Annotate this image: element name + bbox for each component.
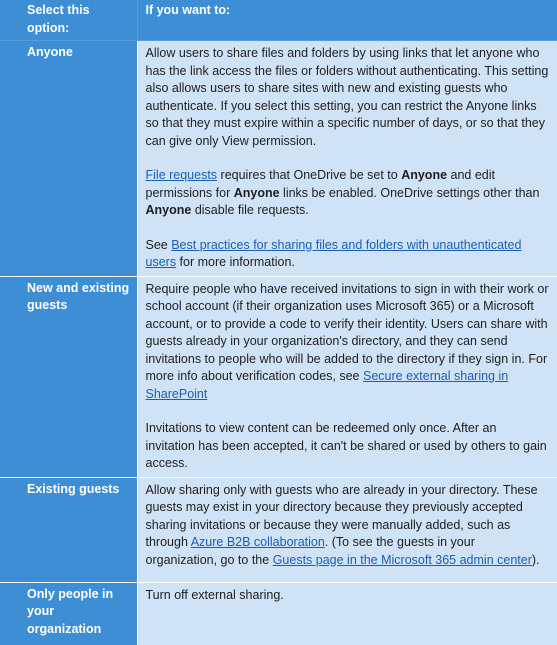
- option-only-org: Only people in your organization: [0, 582, 137, 645]
- existing-guests-paragraph: [146, 482, 550, 570]
- text-span: Require people who have received invitations to sign in with their work or school account (if their organization uses Microsoft 365) or a Microsoft account, or to provide a code to verify their identity. Users can share with guests already in your organization's directory, and they can send invitations to people who will be added to the directory if they sign in. For more info about verification codes, see: [145, 281, 549, 383]
- file-requests-link[interactable]: File requests: [145, 168, 218, 182]
- text-span: for more information.: [176, 255, 295, 269]
- best-practices-link[interactable]: Best practices for sharing files and folders with unauthenticated users: [145, 237, 522, 269]
- text-span: Allow sharing only with guests who are already in your directory. These guests may exist in your directory because they previously accepted sharing invitations or because they were manually added, such as through: [145, 482, 538, 549]
- bold-anyone: Anyone: [233, 185, 280, 200]
- option-anyone: Anyone: [0, 41, 137, 277]
- new-guests-paragraph-2: Invitations to view content can be redeemed only once. After an invitation has been accepted, it can't be shared or used by others to gain access.: [145, 421, 547, 470]
- header-select-option: Select this option:: [0, 0, 137, 41]
- only-org-paragraph: Turn off external sharing.: [145, 587, 284, 602]
- description-only-org: [137, 582, 557, 645]
- bold-anyone: Anyone: [145, 203, 192, 217]
- text-span: ).: [531, 552, 540, 567]
- table-row-existing-guests: [0, 477, 557, 582]
- text-span: . (To see the guests in your organization, go to the: [145, 535, 475, 567]
- secure-external-sharing-link[interactable]: Secure external sharing in SharePoint: [145, 369, 509, 401]
- bold-anyone: Anyone: [401, 168, 448, 182]
- description-existing-guests: [137, 477, 557, 582]
- text-span: See: [145, 237, 172, 252]
- header-if-you-want-to: If you want to:: [137, 0, 557, 41]
- option-new-existing-guests: New and existing guests: [0, 276, 137, 477]
- anyone-paragraph-2: [146, 167, 550, 220]
- description-new-existing-guests: [137, 276, 557, 477]
- guests-page-link[interactable]: Guests page in the Microsoft 365 admin center: [272, 552, 532, 567]
- text-span: and edit permissions for: [145, 168, 495, 200]
- azure-b2b-link[interactable]: Azure B2B collaboration: [190, 535, 325, 549]
- table-header-row: [0, 0, 557, 41]
- option-existing-guests: Existing guests: [0, 477, 137, 582]
- new-guests-paragraph-1: [146, 281, 550, 404]
- description-anyone: [137, 41, 557, 277]
- text-span: requires that OneDrive be set to: [217, 168, 402, 182]
- anyone-paragraph-3: [146, 237, 550, 272]
- table-row-only-org: [0, 582, 557, 645]
- table-row-new-existing-guests: [0, 276, 557, 477]
- text-span: links be enabled. OneDrive settings other than: [279, 185, 540, 200]
- table-row-anyone: [0, 41, 557, 277]
- anyone-paragraph-1: Allow users to share files and folders by using links that let anyone who has the link access the files or folders without authenticating. This setting also allows users to share sites with new and existing guests who authenticate. If you select this setting, you can restrict the Anyone links so that they must expire within a specific number of days, or so that they can give only View permission.: [145, 46, 549, 148]
- text-span: disable file requests.: [191, 203, 309, 217]
